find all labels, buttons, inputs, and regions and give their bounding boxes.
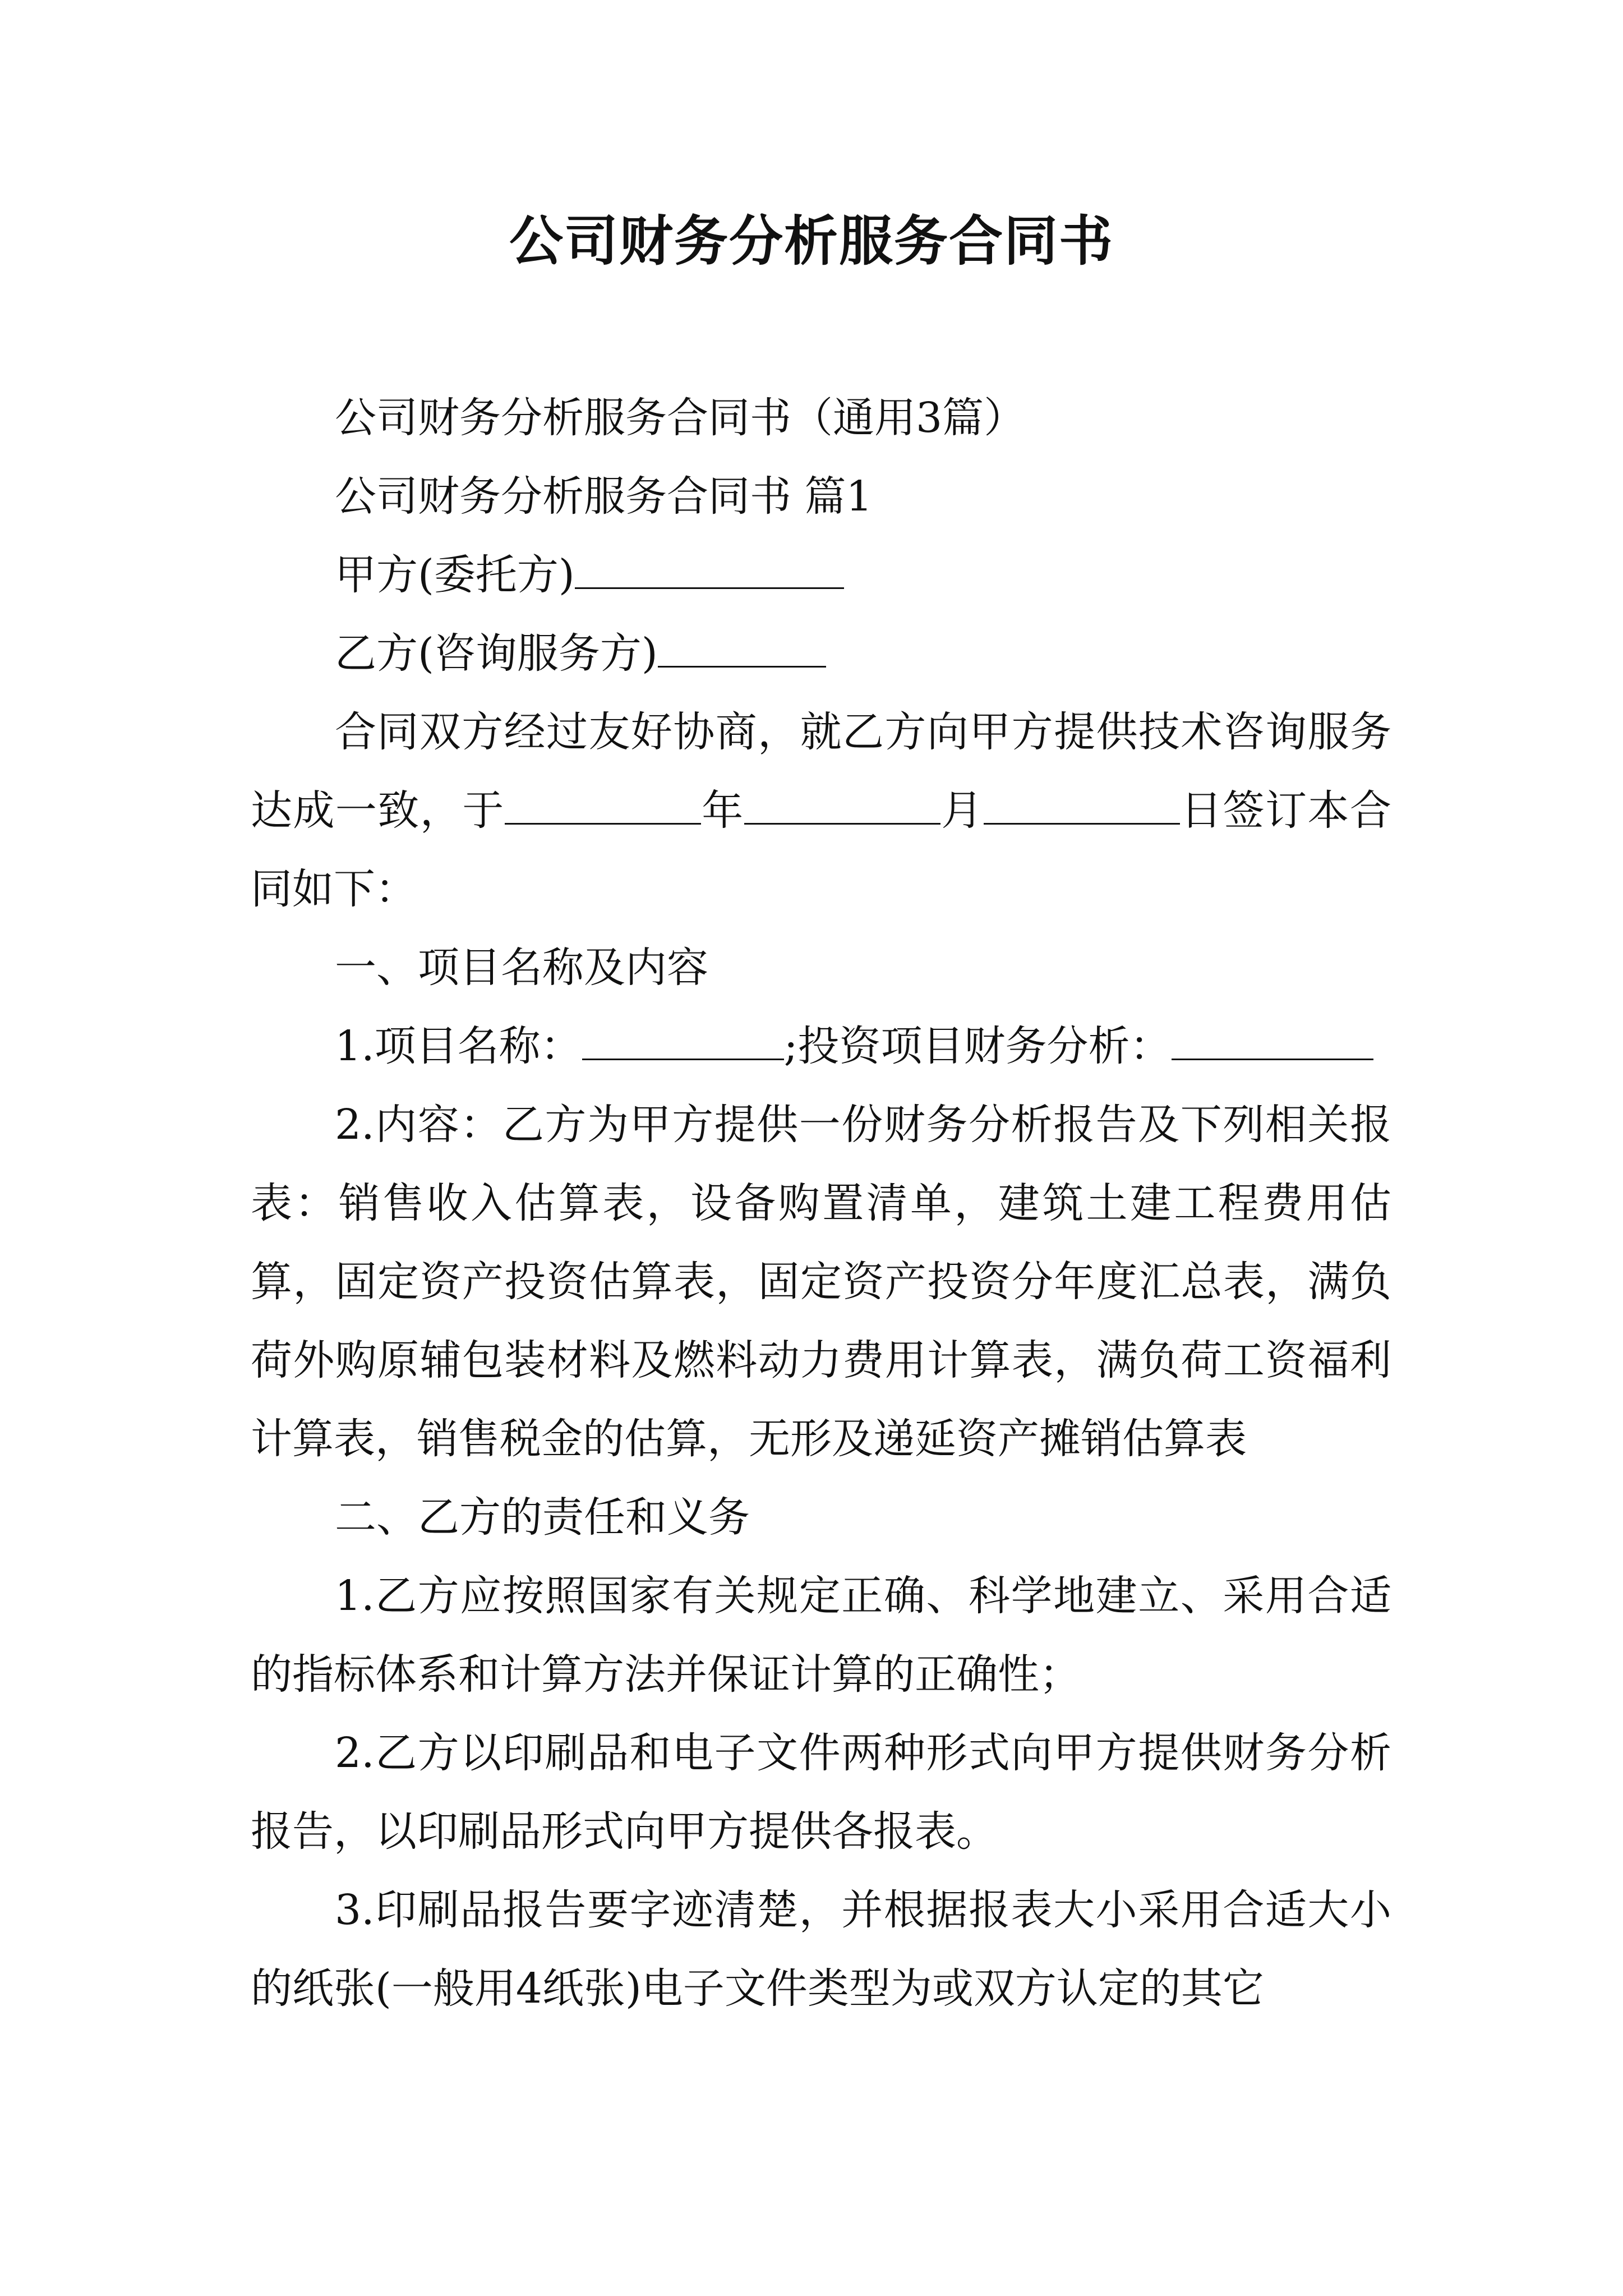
item1-label: 1.项目名称： [335,1022,582,1070]
item1-mid: ;投资项目财务分析： [783,1022,1172,1070]
document-title: 公司财务分析服务合同书 [509,210,1114,273]
party-b-line [251,614,1391,693]
project-name-blank [582,1022,784,1060]
intro-month: 月 [940,786,984,835]
party-b-blank [658,629,826,668]
duty1-paragraph: 1.乙方应按照国家有关规定正确、科学地建立、采用合适的指标体系和计算方法并保证计算的正确性； [251,1572,1391,1699]
document-body [251,379,1391,2028]
party-a-line [251,536,1391,614]
section2-heading: 二、乙方的责任和义务 [335,1493,750,1542]
section1-heading: 一、项目名称及内容 [335,944,708,992]
duty2-paragraph: 2.乙方以印刷品和电子文件两种形式向甲方提供财务分析报告，以印刷品形式向甲方提供各报表。 [251,1729,1391,1856]
item1-line [251,1007,1391,1085]
party-a-label: 甲方(委托方) [335,551,575,599]
section-heading: 公司财务分析服务合同书 篇1 [335,472,873,521]
intro-year: 年 [700,786,744,835]
subtitle: 公司财务分析服务合同书（通用3篇） [335,394,1026,442]
intro-text-1: 合同双方经过友好协商，就乙方向甲方提供技术咨询服务达成一致，于 [251,708,1391,835]
analysis-blank [1172,1022,1373,1060]
party-a-blank [575,550,844,589]
month-blank [744,786,940,825]
day-blank [984,786,1180,825]
intro-text-2: 日签订本合同如下： [251,786,1392,913]
item2-paragraph: 2.内容：乙方为甲方提供一份财务分析报告及下列相关报表：销售收入估算表，设备购置清单，建筑土建工程费用估算，固定资产投资估算表，固定资产投资分年度汇总表，满负荷外购原辅包装材料及燃料动力费用计算表，满负荷工资福利计算表，销售税金的估算，无形及递延资产摊销估算表 [251,1101,1391,1463]
year-blank [505,786,701,825]
intro-paragraph [251,693,1391,928]
party-b-label: 乙方(咨询服务方) [335,629,658,678]
duty3-paragraph: 3.印刷品报告要字迹清楚，并根据报表大小采用合适大小的纸张(一般用4纸张)电子文件类型为或双方认定的其它 [251,1886,1391,2013]
